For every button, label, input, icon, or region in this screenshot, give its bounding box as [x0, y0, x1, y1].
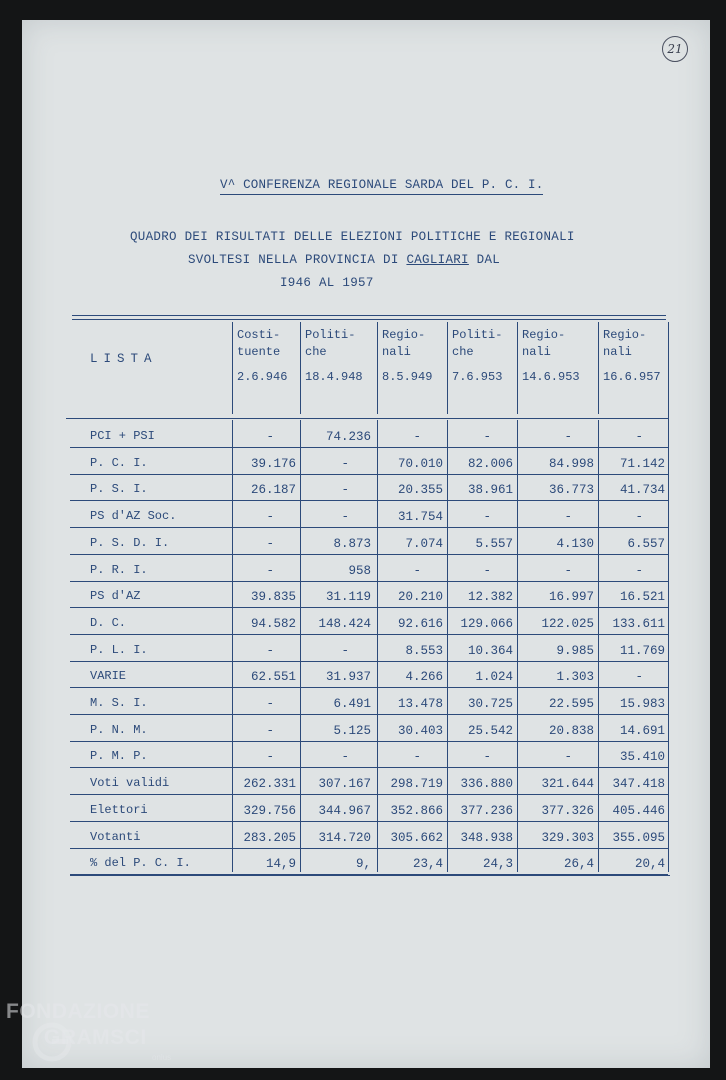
- row-label: P. R. I.: [90, 562, 148, 577]
- column-rule: [668, 322, 669, 872]
- table-cell: 82.006: [467, 456, 513, 471]
- table-cell: 31.754: [397, 510, 443, 525]
- row-label: PCI + PSI: [90, 429, 155, 443]
- table-cell: -: [266, 697, 274, 711]
- table-cell: 405.446: [612, 803, 665, 818]
- table-cell: 4.130: [556, 536, 594, 551]
- table-cell: -: [564, 430, 572, 444]
- table-cell: 38.961: [467, 483, 513, 498]
- table-cell: 10.364: [467, 643, 513, 658]
- table-cell: 7.074: [405, 536, 443, 551]
- table-cell: 148.424: [318, 616, 371, 631]
- table-cell: -: [413, 430, 421, 444]
- table-cell: 321.644: [541, 777, 594, 792]
- row-rule: [70, 607, 668, 608]
- table-cell: 24,3: [482, 857, 513, 872]
- row-label: Voti validi: [90, 776, 170, 791]
- table-cell: 307.167: [318, 777, 371, 792]
- table-cell: 62.551: [250, 670, 296, 685]
- table-cell: 377.236: [460, 803, 513, 818]
- column-rule: [598, 322, 599, 414]
- page-number: 21: [662, 36, 688, 62]
- table-cell: -: [483, 510, 491, 525]
- table-cell: 8.873: [333, 536, 371, 551]
- table-cell: 348.938: [460, 830, 513, 845]
- subtitle-line-2: SVOLTESI NELLA PROVINCIA DI CAGLIARI DAL: [188, 253, 501, 267]
- table-cell: 122.025: [541, 616, 594, 631]
- table-cell: -: [266, 750, 274, 765]
- table-cell: 26.187: [250, 483, 296, 498]
- table-cell: -: [341, 483, 349, 498]
- table-cell: 1.303: [556, 670, 594, 685]
- table-cell: -: [341, 750, 349, 765]
- table-cell: 20.355: [397, 483, 443, 498]
- table-cell: 74.236: [325, 430, 371, 444]
- table-cell: -: [341, 510, 349, 525]
- fondazione-gramsci-watermark: [6, 1000, 186, 1076]
- table-cell: 31.937: [325, 670, 371, 685]
- row-label: PS d'AZ: [90, 589, 141, 604]
- table-cell: -: [564, 563, 572, 578]
- header-bottom-rule: [66, 418, 668, 419]
- column-header-type: Costi- tuente: [237, 328, 281, 359]
- table-cell: 30.403: [397, 723, 443, 738]
- table-cell: 35.410: [619, 750, 665, 765]
- table-cell: -: [483, 430, 491, 444]
- column-header-type: Politi- che: [452, 328, 503, 359]
- table-cell: 298.719: [390, 777, 443, 792]
- table-cell: 344.967: [318, 803, 371, 818]
- table-cell: -: [341, 456, 349, 471]
- column-header-type: Regio- nali: [522, 328, 566, 359]
- table-cell: 5.557: [475, 536, 513, 551]
- table-cell: 347.418: [612, 777, 665, 792]
- table-cell: -: [266, 643, 274, 658]
- table-cell: 305.662: [390, 830, 443, 845]
- row-rule: [70, 554, 668, 555]
- row-rule: [70, 767, 668, 768]
- document-title: V^ CONFERENZA REGIONALE SARDA DEL P. C. I.: [220, 178, 543, 195]
- table-cell: 355.095: [612, 830, 665, 845]
- row-label: VARIE: [90, 669, 127, 684]
- table-cell: 71.142: [619, 456, 665, 471]
- column-header-date: 16.6.957: [603, 370, 661, 384]
- table-cell: -: [483, 563, 491, 578]
- row-label: P. S. I.: [90, 482, 148, 497]
- table-cell: -: [635, 563, 643, 578]
- table-cell: -: [266, 430, 274, 444]
- column-rule: [377, 322, 378, 414]
- column-rule: [232, 420, 233, 872]
- table-cell: 262.331: [243, 777, 296, 792]
- table-cell: 92.616: [397, 616, 443, 631]
- table-cell: 133.611: [612, 616, 665, 631]
- column-rule: [598, 420, 599, 872]
- column-header-type: Regio- nali: [382, 328, 426, 359]
- watermark-line-2: GRAMSCI: [44, 1026, 147, 1049]
- table-cell: 6.491: [333, 697, 371, 711]
- table-cell: 1.024: [475, 670, 513, 685]
- row-label: D. C.: [90, 615, 127, 630]
- table-cell: -: [564, 510, 572, 525]
- row-label: % del P. C. I.: [90, 856, 191, 871]
- table-cell: 6.557: [627, 536, 665, 551]
- table-cell: -: [266, 536, 274, 551]
- table-cell: 12.382: [467, 590, 513, 605]
- table-top-rule: [72, 319, 666, 320]
- table-cell: 20,4: [634, 857, 665, 872]
- table-cell: 352.866: [390, 803, 443, 818]
- table-cell: -: [266, 563, 274, 578]
- column-rule: [517, 420, 518, 872]
- column-header-date: 7.6.953: [452, 370, 503, 384]
- table-cell: 283.205: [243, 830, 296, 845]
- table-cell: 39.835: [250, 590, 296, 605]
- column-header-date: 2.6.946: [237, 370, 288, 384]
- table-cell: 70.010: [397, 456, 443, 471]
- table-cell: -: [564, 750, 572, 765]
- row-label: P. C. I.: [90, 455, 148, 470]
- row-label: P. M. P.: [90, 749, 148, 764]
- table-cell: 11.769: [619, 643, 665, 658]
- subtitle-line-1: QUADRO DEI RISULTATI DELLE ELEZIONI POLITICHE E REGIONALI: [130, 230, 575, 244]
- table-cell: 336.880: [460, 777, 513, 792]
- row-label: P. L. I.: [90, 642, 148, 657]
- row-label: Elettori: [90, 802, 148, 817]
- table-cell: 84.998: [548, 456, 594, 471]
- table-cell: 14.691: [619, 723, 665, 738]
- column-header-type: Regio- nali: [603, 328, 647, 359]
- table-cell: -: [635, 430, 643, 444]
- table-cell: 16.997: [548, 590, 594, 605]
- column-header-date: 18.4.948: [305, 370, 363, 384]
- table-cell: 20.210: [397, 590, 443, 605]
- table-top-rule: [72, 315, 666, 316]
- column-rule: [517, 322, 518, 414]
- table-cell: 8.553: [405, 643, 443, 658]
- row-rule: [70, 687, 668, 688]
- table-cell: 31.119: [325, 590, 371, 605]
- table-cell: 4.266: [405, 670, 443, 685]
- table-cell: 41.734: [619, 483, 665, 498]
- row-rule: [70, 794, 668, 795]
- table-cell: 22.595: [548, 697, 594, 711]
- column-rule: [300, 420, 301, 872]
- row-rule: [70, 634, 668, 635]
- column-header-date: 14.6.953: [522, 370, 580, 384]
- watermark-line-1: FONDAZIONE: [6, 1000, 150, 1023]
- column-header-date: 8.5.949: [382, 370, 433, 384]
- table-cell: 30.725: [467, 697, 513, 711]
- row-rule: [70, 661, 668, 662]
- table-cell: 13.478: [397, 697, 443, 711]
- table-cell: 26,4: [563, 857, 594, 872]
- row-rule: [70, 474, 668, 475]
- table-cell: 9.985: [556, 643, 594, 658]
- table-cell: 20.838: [548, 723, 594, 738]
- table-cell: 129.066: [460, 616, 513, 631]
- table-cell: 15.983: [619, 697, 665, 711]
- table-cell: -: [483, 750, 491, 765]
- row-label: PS d'AZ Soc.: [90, 509, 177, 524]
- table-cell: 329.303: [541, 830, 594, 845]
- table-cell: 5.125: [333, 723, 371, 738]
- column-rule: [232, 322, 233, 414]
- row-rule: [70, 500, 668, 501]
- table-cell: -: [266, 723, 274, 738]
- table-cell: -: [635, 670, 643, 685]
- table-cell: 23,4: [412, 857, 443, 872]
- row-rule: [70, 848, 668, 849]
- table-cell: 39.176: [250, 456, 296, 471]
- row-rule: [70, 714, 668, 715]
- row-label: M. S. I.: [90, 696, 148, 710]
- table-cell: 9,: [355, 857, 371, 872]
- column-rule: [300, 322, 301, 414]
- subtitle-line-3: I946 AL 1957: [280, 276, 374, 290]
- column-rule: [377, 420, 378, 872]
- table-cell: -: [413, 750, 421, 765]
- table-cell: -: [413, 563, 421, 578]
- table-cell: 314.720: [318, 830, 371, 845]
- column-rule: [447, 420, 448, 872]
- table-cell: 377.326: [541, 803, 594, 818]
- table-cell: 329.756: [243, 803, 296, 818]
- table-cell: -: [635, 510, 643, 525]
- table-cell: -: [266, 510, 274, 525]
- column-header-type: Politi- che: [305, 328, 356, 359]
- row-rule: [70, 527, 668, 528]
- watermark-line-3: onlus: [152, 1053, 172, 1062]
- row-rule: [70, 581, 668, 582]
- row-rule: [70, 741, 668, 742]
- row-rule: [70, 821, 668, 822]
- table-cell: 16.521: [619, 590, 665, 605]
- table-cell: 14,9: [265, 857, 296, 872]
- table-cell: 94.582: [250, 616, 296, 631]
- row-label: Votanti: [90, 829, 141, 844]
- row-rule: [70, 874, 668, 875]
- table-cell: 36.773: [548, 483, 594, 498]
- table-cell: 958: [348, 563, 371, 578]
- row-rule: [70, 447, 668, 448]
- row-label: P. N. M.: [90, 722, 148, 737]
- column-rule: [447, 322, 448, 414]
- lista-header: LISTA: [90, 352, 158, 366]
- table-cell: 25.542: [467, 723, 513, 738]
- table-cell: -: [341, 643, 349, 658]
- row-label: P. S. D. I.: [90, 535, 170, 550]
